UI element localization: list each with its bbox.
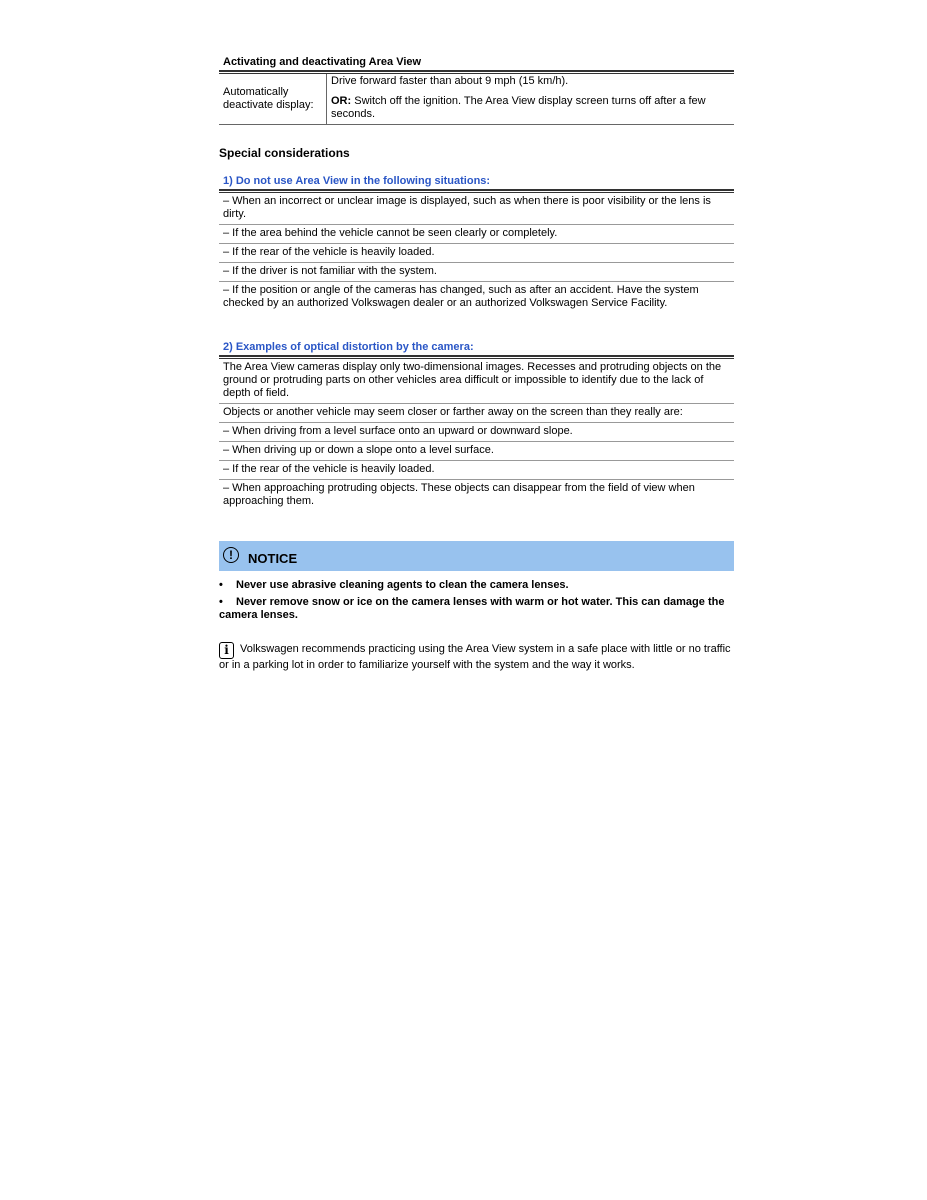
activation-line-2-text: Switch off the ignition. The Area View display screen turns off after a few seconds.	[331, 95, 706, 120]
notice-bullet	[219, 596, 734, 622]
notice-bullet-text: Never use abrasive cleaning agents to clean the camera lenses.	[236, 579, 569, 591]
info-icon: i	[219, 642, 234, 659]
manual-page	[219, 54, 734, 672]
table-row: – When driving up or down a slope onto a level surface.	[219, 442, 734, 461]
bullet-dot-icon: •	[219, 596, 223, 608]
table-row: Objects or another vehicle may seem closer or farther away on the screen than they really are:	[219, 404, 734, 423]
notice-bullet-text: Never remove snow or ice on the camera lenses with warm or hot water. This can damage the camera lenses.	[219, 596, 725, 621]
special-considerations-heading: Special considerations	[219, 146, 350, 160]
bullet-dot-icon: •	[219, 579, 223, 591]
table-row: – When approaching protruding objects. These objects can disappear from the field of view when approaching them.	[223, 482, 695, 507]
table-row: – When an incorrect or unclear image is displayed, such as when there is poor visibility or the lens is dirty.	[219, 193, 734, 225]
table-row: – If the position or angle of the cameras has changed, such as after an accident. Have the system checked by an authorized Volkswagen dealer or an authorized Volkswagen Service Facility.	[223, 284, 699, 309]
activation-table	[219, 74, 734, 125]
info-block	[219, 642, 734, 672]
activation-content	[327, 74, 734, 124]
table-row: – If the rear of the vehicle is heavily loaded.	[219, 461, 734, 480]
activation-line-2	[331, 95, 730, 121]
table-row: – If the driver is not familiar with the system.	[219, 263, 734, 282]
activation-table-title: Activating and deactivating Area View	[223, 56, 422, 68]
or-prefix: OR:	[331, 95, 352, 107]
exclamation-circle-icon: !	[223, 547, 239, 563]
situations-table	[219, 193, 734, 313]
info-text: Volkswagen recommends practicing using the Area View system in a safe place with little or no traffic or in a parking lot in order to familiarize yourself with the system and the way it works.	[219, 643, 731, 671]
table-row: – When driving from a level surface onto an upward or downward slope.	[219, 423, 734, 442]
table-row: – If the rear of the vehicle is heavily loaded.	[219, 244, 734, 263]
table-row: The Area View cameras display only two-dimensional images. Recesses and protruding objects on the ground or protruding parts on other vehicles area difficult or impossible to identify due to the lack of depth of field.	[219, 359, 734, 404]
notice-bullet	[219, 579, 734, 592]
distortion-table	[219, 359, 734, 511]
distortion-heading: 2) Examples of optical distortion by the camera:	[223, 341, 474, 353]
activation-line-1: Drive forward faster than about 9 mph (15 km/h).	[331, 75, 569, 87]
table-row: – If the area behind the vehicle cannot be seen clearly or completely.	[219, 225, 734, 244]
situations-heading: 1) Do not use Area View in the following situations:	[223, 175, 491, 187]
notice-bar	[219, 541, 734, 571]
notice-bullets	[219, 579, 734, 622]
activation-label: Automatically deactivate display:	[219, 74, 327, 124]
notice-label: NOTICE	[248, 550, 298, 566]
